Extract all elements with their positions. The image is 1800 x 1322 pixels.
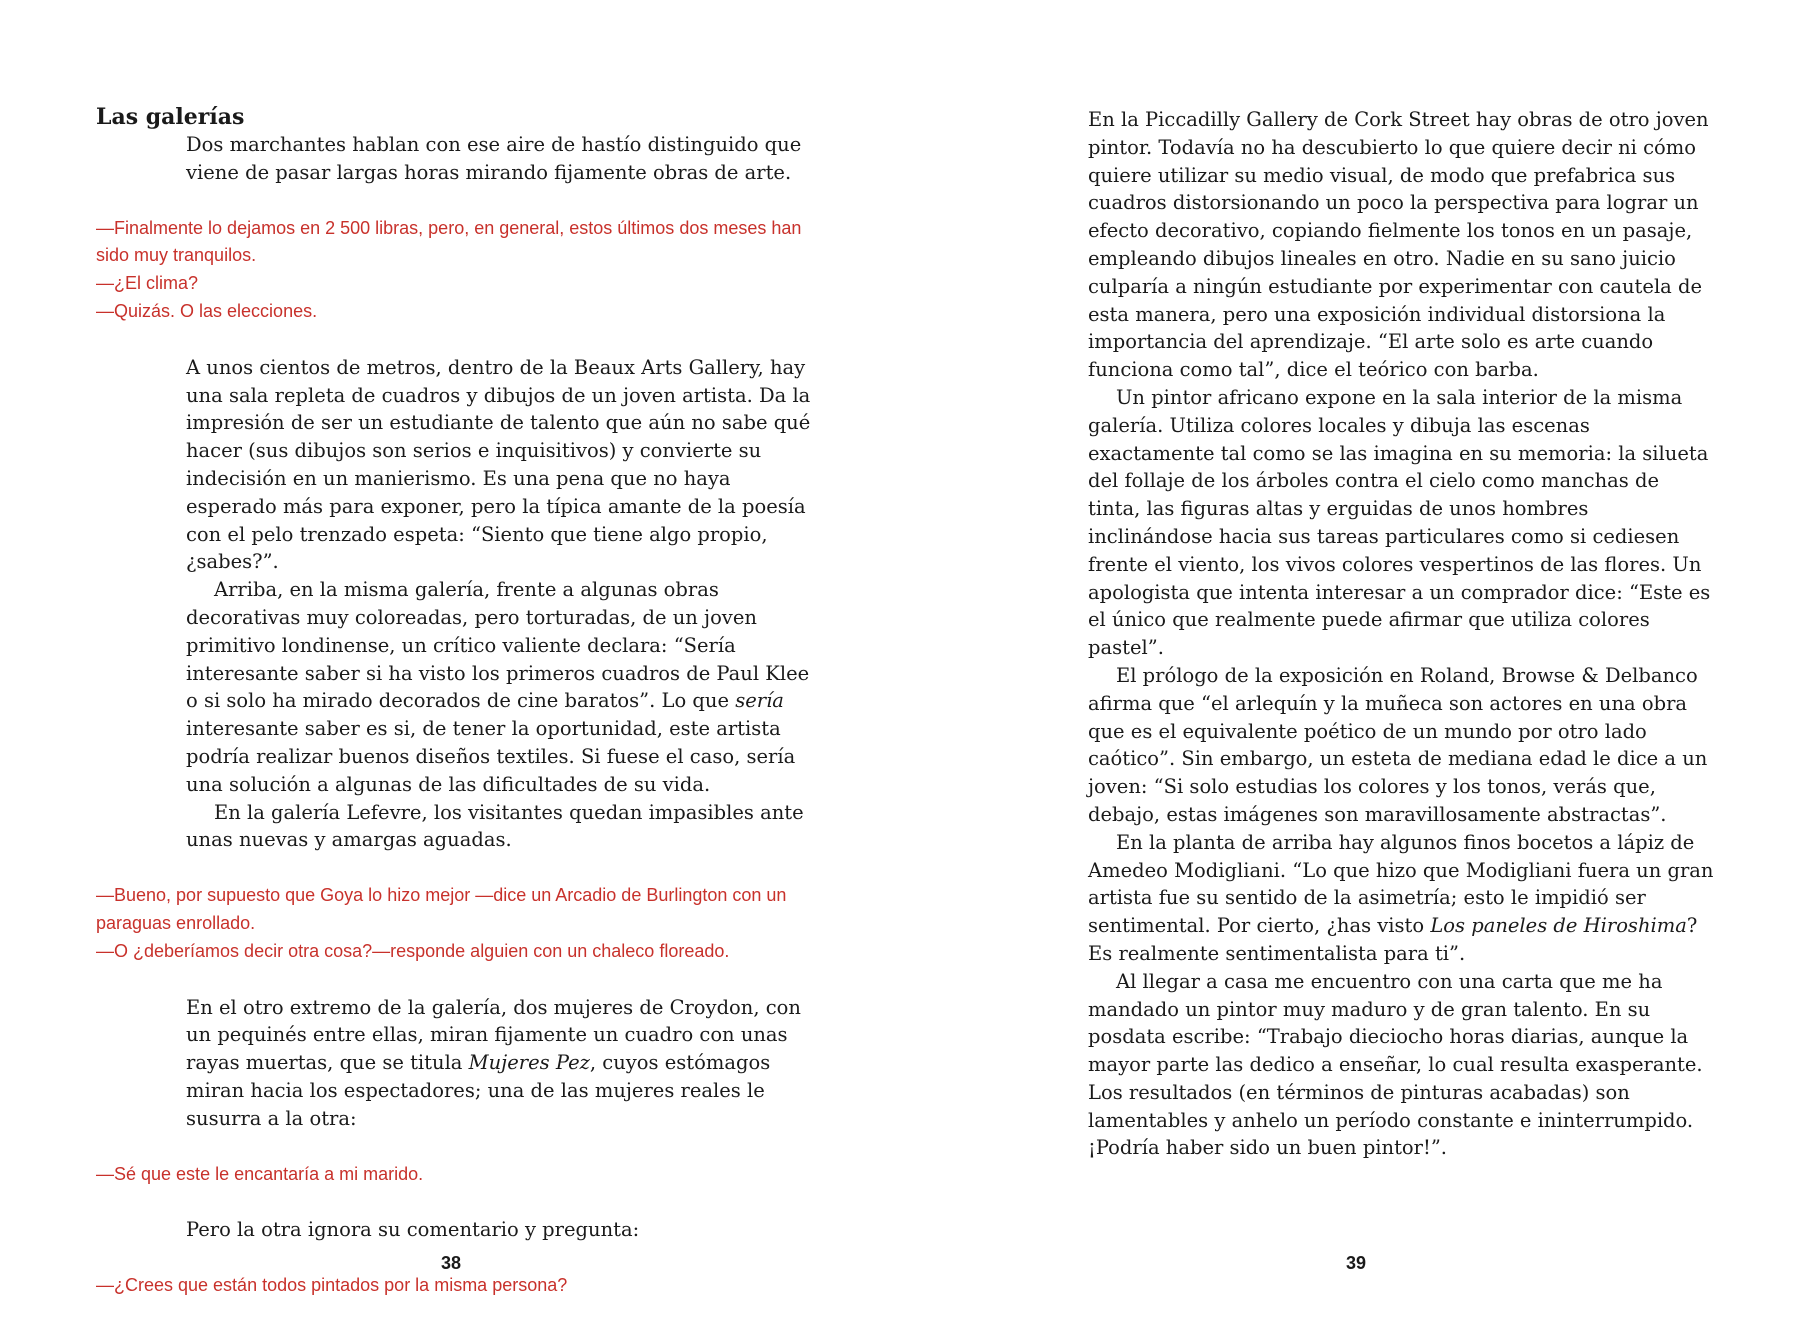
paragraph-question: Pero la otra ignora su comentario y pregunta:: [186, 1218, 640, 1242]
dialogue-line: —Finalmente lo dejamos en 2 500 libras, pero, en general, estos últimos dos meses han sido muy tranquilos.: [96, 217, 802, 266]
text-run: En la planta de arriba hay algunos finos bocetos a lápiz de Amedeo Modigliani. “Lo que hizo que Modigliani fuera un gran artista fue su sentido de la asimetría; esto le impidió ser sentimental. Por cierto, ¿has visto: [1088, 830, 1714, 938]
dialogue-line: —O ¿deberíamos decir otra cosa?—responde alguien con un chaleco floreado.: [96, 940, 730, 961]
spacer: [96, 854, 812, 882]
emphasis-text: Los paneles de Hiroshima: [1430, 914, 1687, 938]
page-number: 38: [440, 1253, 462, 1273]
text-run: Arriba, en la misma galería, frente a algunas obras decorativas muy coloreadas, pero torturadas, de un joven primitivo londinense, un crítico valiente declara: “Sería interesante saber si ha visto los primeros cuadros de Paul Klee o si solo ha mirado decorados de cine baratos”. Lo que: [186, 578, 810, 713]
paragraph-african-painter: Un pintor africano expone en la sala interior de la misma galería. Utiliza colores locales y dibuja las escenas exactamente tal como se las imagina en su memoria: la silueta del follaje de los árboles contra el cielo como manchas de tinta, las figuras altas y erguidas de unos hombres inclinándose hacia sus tareas particulares como si cediesen frente el viento, los vivos colores vespertinos de las flores. Un apologista que intenta interesar a un comprador dice: “Este es el único que realmente puede afirmar que utiliza colores pastel”.: [1088, 385, 1711, 660]
paragraph-letter: Al llegar a casa me encuentro con una carta que me ha mandado un pintor muy maduro y de gran talento. En su posdata escribe: “Trabajo dieciocho horas diarias, aunque la mayor parte las dedico a enseñar, lo cual resulta exasperante. Los resultados (en términos de pinturas acabadas) son lamentables y anhelo un período constante e ininterrumpido. ¡Podría haber sido un buen pintor!”.: [1088, 969, 1703, 1160]
dialogue-line: —Quizás. O las elecciones.: [96, 300, 318, 321]
paragraph-piccadilly: En la Piccadilly Gallery de Cork Street hay obras de otro joven pintor. Todavía no ha descubierto lo que quiere decir ni cómo quiere utilizar su medio visual, de modo que prefabrica sus cuadros distorsionando un poco la perspectiva para lograr un efecto decorativo, copiando fielmente los tonos en un pasaje, empleando dibujos lineales en otro. Nadie en su sano juicio culparía a ningún estudiante por experimentar con cautela de esta manera, pero una exposición individual distorsiona la importancia del aprendizaje. “El arte solo es arte cuando funciona como tal”, dice el teórico con barba.: [1088, 108, 1709, 382]
dialogue-line: —Sé que este le encantaría a mi marido.: [96, 1163, 424, 1184]
paragraph-beaux-arts: A unos cientos de metros, dentro de la Beaux Arts Gallery, hay una sala repleta de cuadros y dibujos de un joven artista. Da la impresión de ser un estudiante de talento que aún no sabe qué hacer (sus dibujos son serios e inquisitivos) y convierte su indecisión en un manierismo. Es una pena que no haya esperado más para exponer, pero la típica amante de la poesía con el pelo trenzado espeta: “Siento que tiene algo propio, ¿sabes?”.: [186, 355, 811, 574]
emphasis-text: Mujeres Pez: [468, 1051, 590, 1075]
dialogue-line: —¿El clima?: [96, 273, 199, 294]
paragraph-lefevre: En la galería Lefevre, los visitantes quedan impasibles ante unas nuevas y amargas aguadas.: [186, 800, 804, 852]
spacer: [96, 187, 812, 215]
spacer: [96, 326, 812, 354]
right-text-column: [1088, 106, 1714, 1162]
spacer: [96, 966, 812, 994]
paragraph-modigliani: [1088, 829, 1714, 968]
paragraph-croydon: [186, 994, 812, 1133]
dialogue-line: —¿Crees que están todos pintados por la misma persona?: [96, 1275, 568, 1296]
text-run: interesante saber es si, de tener la oportunidad, este artista podría realizar buenos diseños textiles. Si fuese el caso, sería una solución a algunas de las dificultades de su vida.: [186, 717, 796, 796]
spacer: [96, 1188, 812, 1216]
section-title: Las galerías: [96, 104, 245, 130]
paragraph-prologue: El prólogo de la exposición en Roland, Browse & Delbanco afirma que “el arlequín y la muñeca son actores en una obra que es el equivalente poético de un mundo por otro lado caótico”. Sin embargo, un esteta de mediana edad le dice a un joven: “Si solo estudias los colores y los tonos, verás que, debajo, estas imágenes son maravillosamente abstractas”.: [1088, 663, 1708, 826]
emphasis-text: sería: [735, 689, 784, 713]
page-number: 39: [1345, 1253, 1367, 1273]
left-text-column: [96, 103, 812, 1300]
text-run: En el otro extremo de la galería, dos mujeres de Croydon, con un pequinés entre ellas, miran fijamente un cuadro con unas rayas muertas, que se titula: [186, 995, 801, 1075]
right-page: [900, 0, 1800, 1322]
paragraph-upstairs: [186, 576, 812, 798]
text-run: ? Es realmente sentimentalista para ti”.: [1088, 914, 1698, 965]
spacer: [96, 1133, 812, 1161]
paragraph-dealers: Dos marchantes hablan con ese aire de hastío distinguido que viene de pasar largas horas mirando fijamente obras de arte.: [186, 133, 802, 184]
text-run: , cuyos estómagos miran hacia los espectadores; una de las mujeres reales le susurra a la otra:: [186, 1051, 771, 1130]
dialogue-line: —Bueno, por supuesto que Goya lo hizo mejor —dice un Arcadio de Burlington con un paraguas enrollado.: [96, 885, 787, 933]
